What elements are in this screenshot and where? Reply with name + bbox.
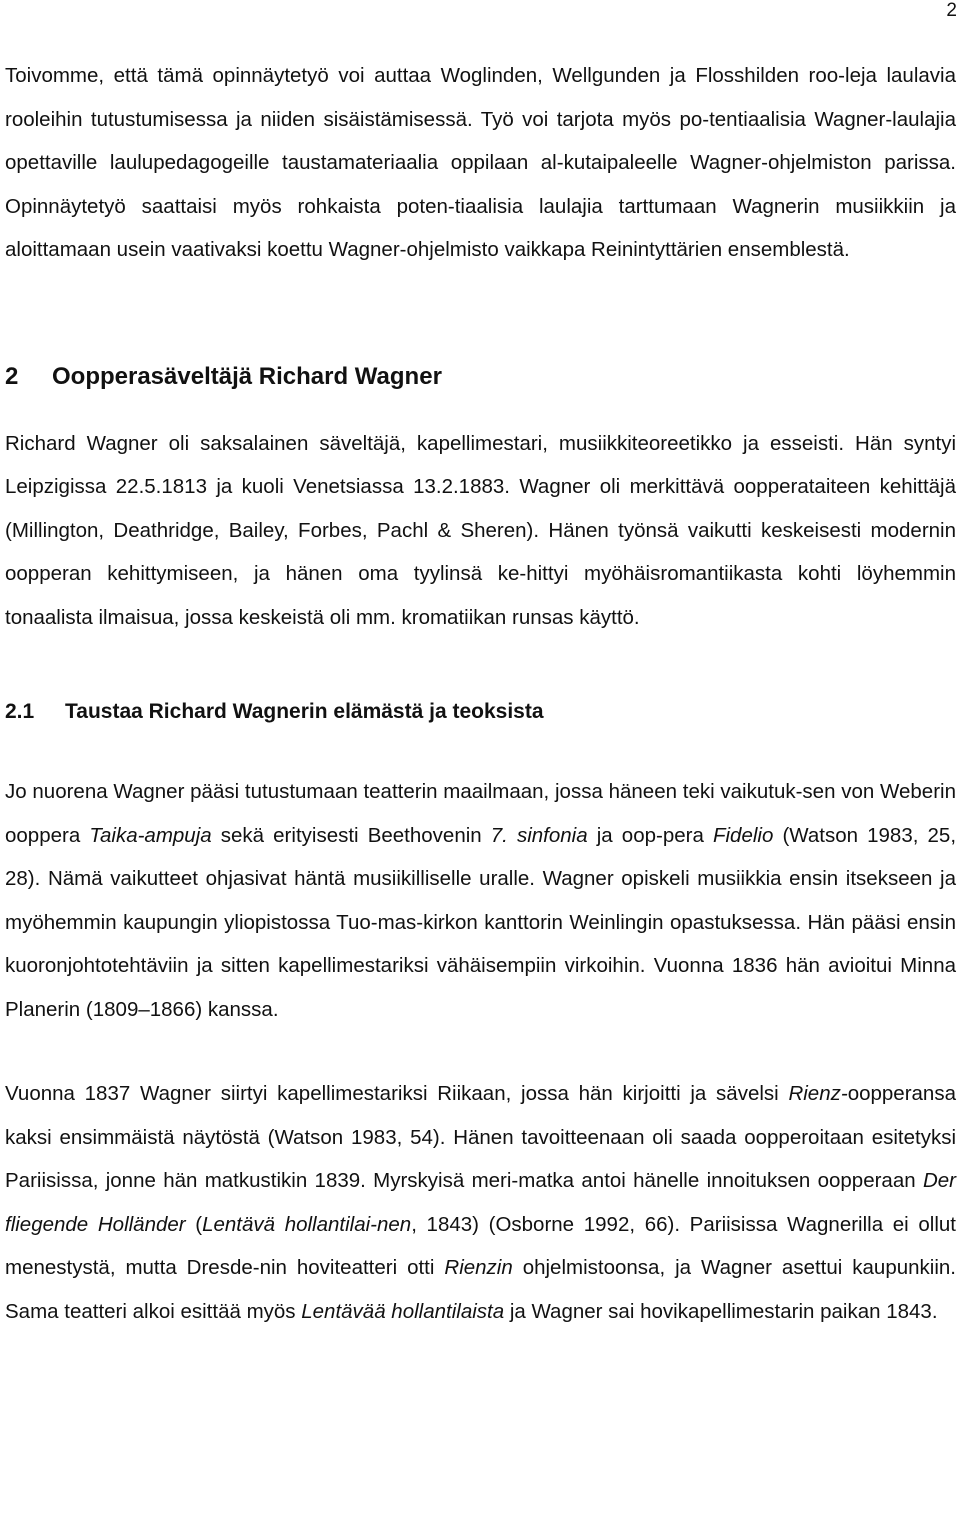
work-title-rienz: Rienz- bbox=[788, 1082, 848, 1105]
para3-text-e: ja oop-pera bbox=[587, 823, 713, 847]
subsection-number: 2.1 bbox=[5, 700, 35, 723]
para3-text-a: Jo nuorena Wagner pääsi tutustumaan teatterin maailmaan, jossa häneen teki vaikutuk-sen von Weberin ooppera bbox=[5, 780, 956, 847]
section-title: Oopperasäveltäjä Richard Wagner bbox=[52, 362, 442, 390]
background-paragraph bbox=[5, 770, 956, 1031]
section-heading bbox=[5, 362, 956, 392]
para3-text-g: (Watson 1983, 25, 28). Nämä vaikutteet ohjasivat häntä musiikilliselle uralle. Wagner opiskeli musiikkia ensin itsekseen ja myöhemmin kaupungin yliopistossa Tuo-mas-kirkon kanttorin Weinlingin opastuksessa. Hän pääsi ensin kuoronjohtotehtäviin ja sitten kapellimestariksi vähäisempiin virkoihin. Vuonna 1836 hän avioitui Minna Planerin (1809–1866) kanssa. bbox=[5, 823, 957, 1021]
para4-text-i: ohjelmistoonsa, ja Wagner asettui kaupunkiin. Sama teatteri alkoi esittää myös bbox=[5, 1256, 956, 1323]
work-title-fidelio: Fidelio bbox=[712, 823, 774, 847]
para4-text-k: ja Wagner sai hovikapellimestarin paikan 1843. bbox=[504, 1299, 938, 1323]
subsection-heading bbox=[5, 697, 956, 727]
para4-text-e: ( bbox=[185, 1212, 203, 1236]
work-title-7-sinfonia: 7. sinfonia bbox=[490, 823, 588, 847]
para4-text-g: , 1843) (Osborne 1992, 66). Pariisissa Wagnerilla ei ollut menestystä, mutta Dresde-nin hoviteatteri otti bbox=[5, 1212, 956, 1279]
section-number: 2 bbox=[5, 362, 19, 390]
riga-paris-paragraph bbox=[5, 1072, 956, 1333]
intro-paragraph: Toivomme, että tämä opinnäytetyö voi auttaa Woglinden, Wellgunden ja Flosshilden roo-leja laulavia rooleihin tutustumisessa ja niiden sisäistämisessä. Työ voi tarjota myös po-tentiaalisia Wagner-laulajia opettaville laulupedagogeille taustamateriaalia oppilaan al-kutaipaleelle Wagner-ohjelmiston parissa. Opinnäytetyö saattaisi myös rohkaista poten-tiaalisia laulajia tarttumaan Wagnerin musiikkiin ja aloittamaan usein vaativaksi koettu Wagner-ohjelmisto vaikkapa Reinintyttärien ensemblestä. bbox=[5, 64, 956, 261]
work-title-taika-ampuja: Taika-ampuja bbox=[89, 823, 212, 847]
subsection-title: Taustaa Richard Wagnerin elämästä ja teoksista bbox=[65, 700, 544, 723]
work-title-lentavaa-hollantilaista: Lentävää hollantilaista bbox=[301, 1299, 505, 1323]
page-number: 2 bbox=[946, 0, 957, 21]
para3-text-c: sekä erityisesti Beethovenin bbox=[211, 823, 491, 847]
work-title-lentava-hollantilainen: Lentävä hollantilai-nen bbox=[202, 1212, 412, 1236]
work-title-der-fliegende-hollander: Der fliegende Holländer bbox=[5, 1169, 956, 1236]
para4-text-c: oopperansa kaksi ensimmäistä näytöstä (Watson 1983, 54). Hänen tavoitteenaan oli saada oopperoitaan esitetyksi Pariisissa, jonne hän matkustikin 1839. Myrskyisä meri-matka antoi hänelle innoituksen oopperaan bbox=[5, 1082, 956, 1192]
work-title-rienzin: Rienzin bbox=[444, 1256, 513, 1279]
section-paragraph: Richard Wagner oli saksalainen säveltäjä, kapellimestari, musiikkiteoreetikko ja esseisti. Hän syntyi Leipzigissa 22.5.1813 ja kuoli Venetsiassa 13.2.1883. Wagner oli merkittävä oopperataiteen kehittäjä (Millington, Deathridge, Bailey, Forbes, Pachl & Sheren). Hänen työnsä vaikutti keskeisesti modernin oopperan kehittymiseen, ja hänen oma tyylinsä ke-hittyi myöhäisromantiikasta kohti löyhemmin tonaalista ilmaisua, jossa keskeistä oli mm. kromatiikan runsas käyttö. bbox=[5, 431, 956, 629]
document-body bbox=[5, 54, 956, 1333]
para4-text-a: Vuonna 1837 Wagner siirtyi kapellimestariksi Riikaan, jossa hän kirjoitti ja sävelsi bbox=[5, 1082, 789, 1105]
